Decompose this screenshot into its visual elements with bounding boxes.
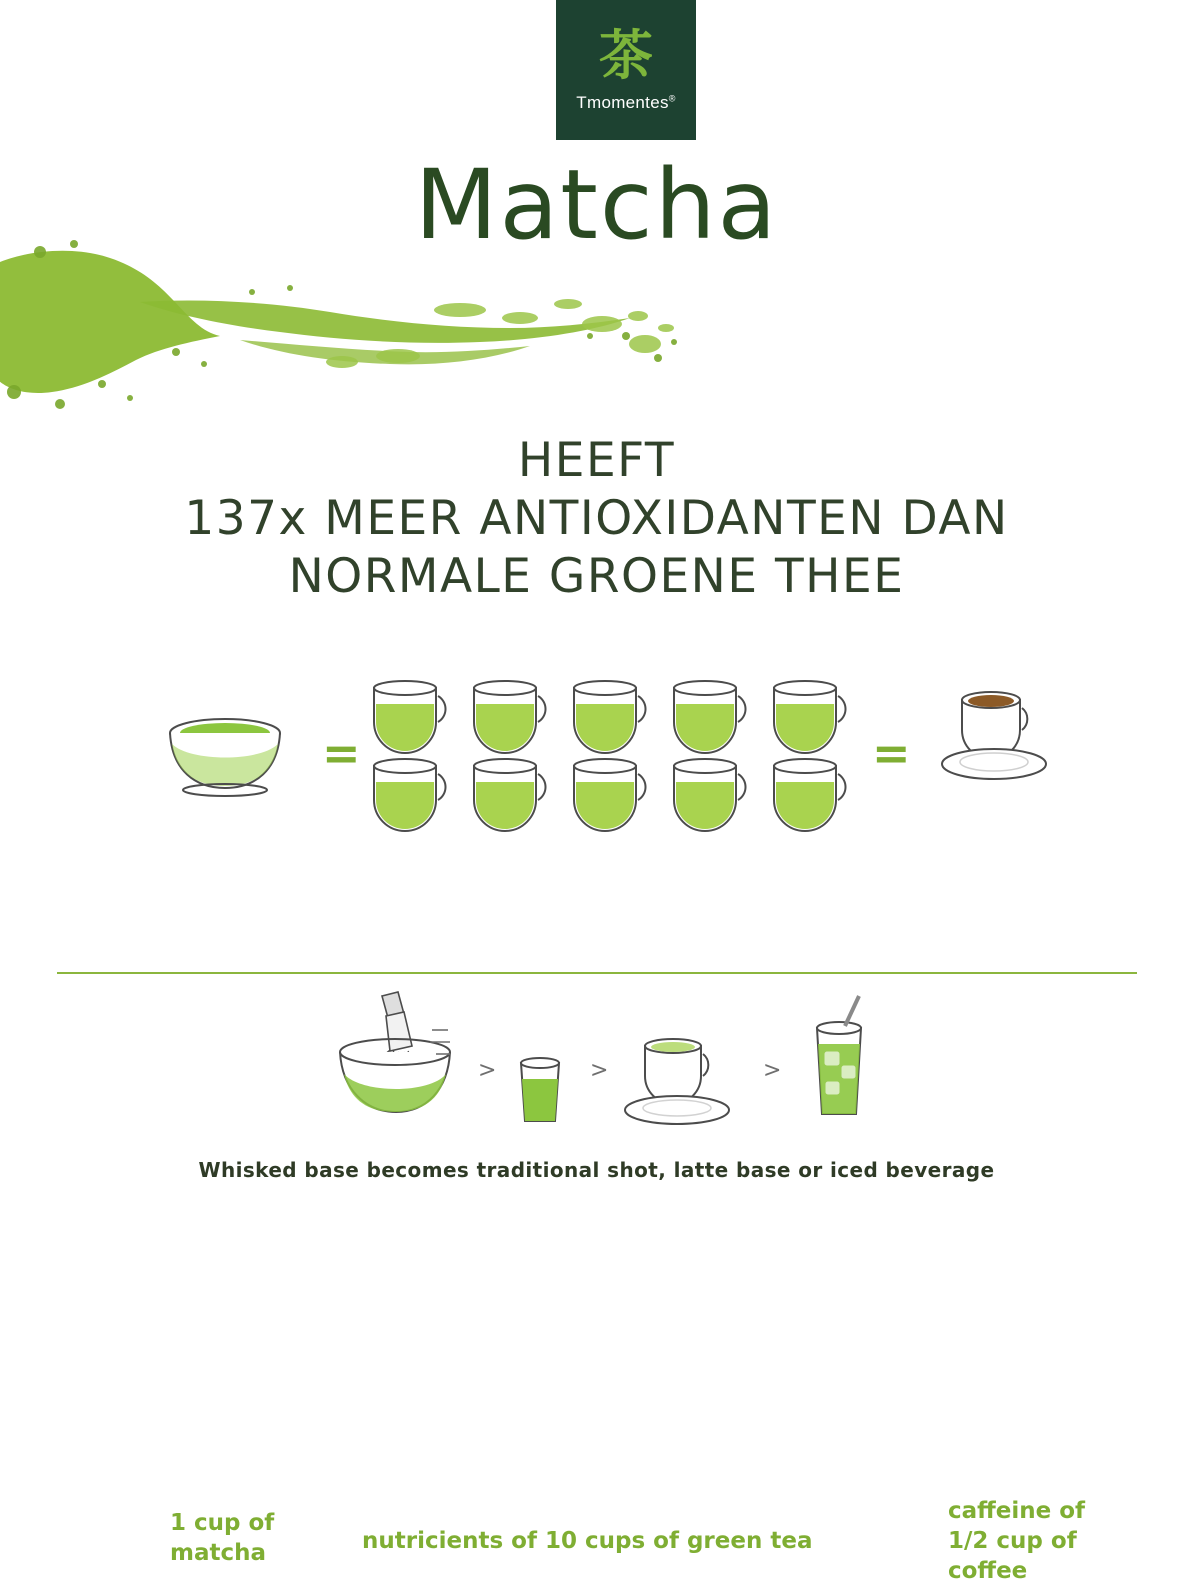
green-tea-cup-icon xyxy=(462,752,562,830)
matcha-powder-splash-illustration xyxy=(0,232,690,422)
green-tea-cups-grid xyxy=(362,674,862,830)
matcha-cup-label-line1: 1 cup of xyxy=(170,1510,275,1536)
preparation-process-diagram xyxy=(300,990,900,1140)
caffeine-label xyxy=(948,1496,1138,1586)
nutrients-label: nutricients of 10 cups of green tea xyxy=(362,1528,813,1554)
matcha-cup-label-line2: matcha xyxy=(170,1540,267,1566)
section-divider xyxy=(57,972,1137,974)
brand-logo xyxy=(556,0,696,140)
green-tea-cup-icon xyxy=(362,752,462,830)
equals-sign-2: = xyxy=(872,726,911,780)
green-tea-cup-icon xyxy=(362,674,462,752)
brand-name-text: Tmomentes xyxy=(576,93,669,112)
headline xyxy=(0,432,1193,606)
tea-kanji-icon: 茶 xyxy=(599,24,653,87)
green-tea-cup-icon xyxy=(762,752,862,830)
iced-matcha-glass-icon xyxy=(795,990,885,1130)
headline-line-1: HEEFT xyxy=(517,433,676,488)
caffeine-label-line3: coffee xyxy=(948,1558,1028,1584)
process-arrow-2: > xyxy=(590,1058,609,1083)
trademark-symbol: ® xyxy=(668,93,676,104)
process-caption: Whisked base becomes traditional shot, latte base or iced beverage xyxy=(198,1158,995,1182)
process-arrow-1: > xyxy=(478,1058,497,1083)
coffee-cup-icon xyxy=(930,682,1065,802)
page-title: Matcha xyxy=(414,149,779,261)
headline-line-3: NORMALE GROENE THEE xyxy=(288,549,905,604)
green-tea-cup-icon xyxy=(562,674,662,752)
caffeine-label-line2: 1/2 cup of xyxy=(948,1528,1077,1554)
matcha-cup-label xyxy=(170,1508,340,1568)
brand-name xyxy=(576,93,675,113)
headline-line-2: 137x MEER ANTIOXIDANTEN DAN xyxy=(184,491,1009,546)
matcha-latte-cup-icon xyxy=(615,1030,755,1130)
green-tea-cup-icon xyxy=(562,752,662,830)
green-tea-cup-icon xyxy=(662,752,762,830)
matcha-bowl-icon xyxy=(150,688,300,808)
whisk-bowl-icon xyxy=(320,990,470,1130)
caffeine-label-line1: caffeine of xyxy=(948,1498,1086,1524)
powder-svg xyxy=(0,232,690,422)
process-arrow-3: > xyxy=(763,1058,782,1083)
green-tea-cup-icon xyxy=(662,674,762,752)
green-tea-cup-icon xyxy=(462,674,562,752)
equals-sign-1: = xyxy=(322,726,361,780)
matcha-shot-glass-icon xyxy=(505,1045,575,1130)
green-tea-cup-icon xyxy=(762,674,862,752)
